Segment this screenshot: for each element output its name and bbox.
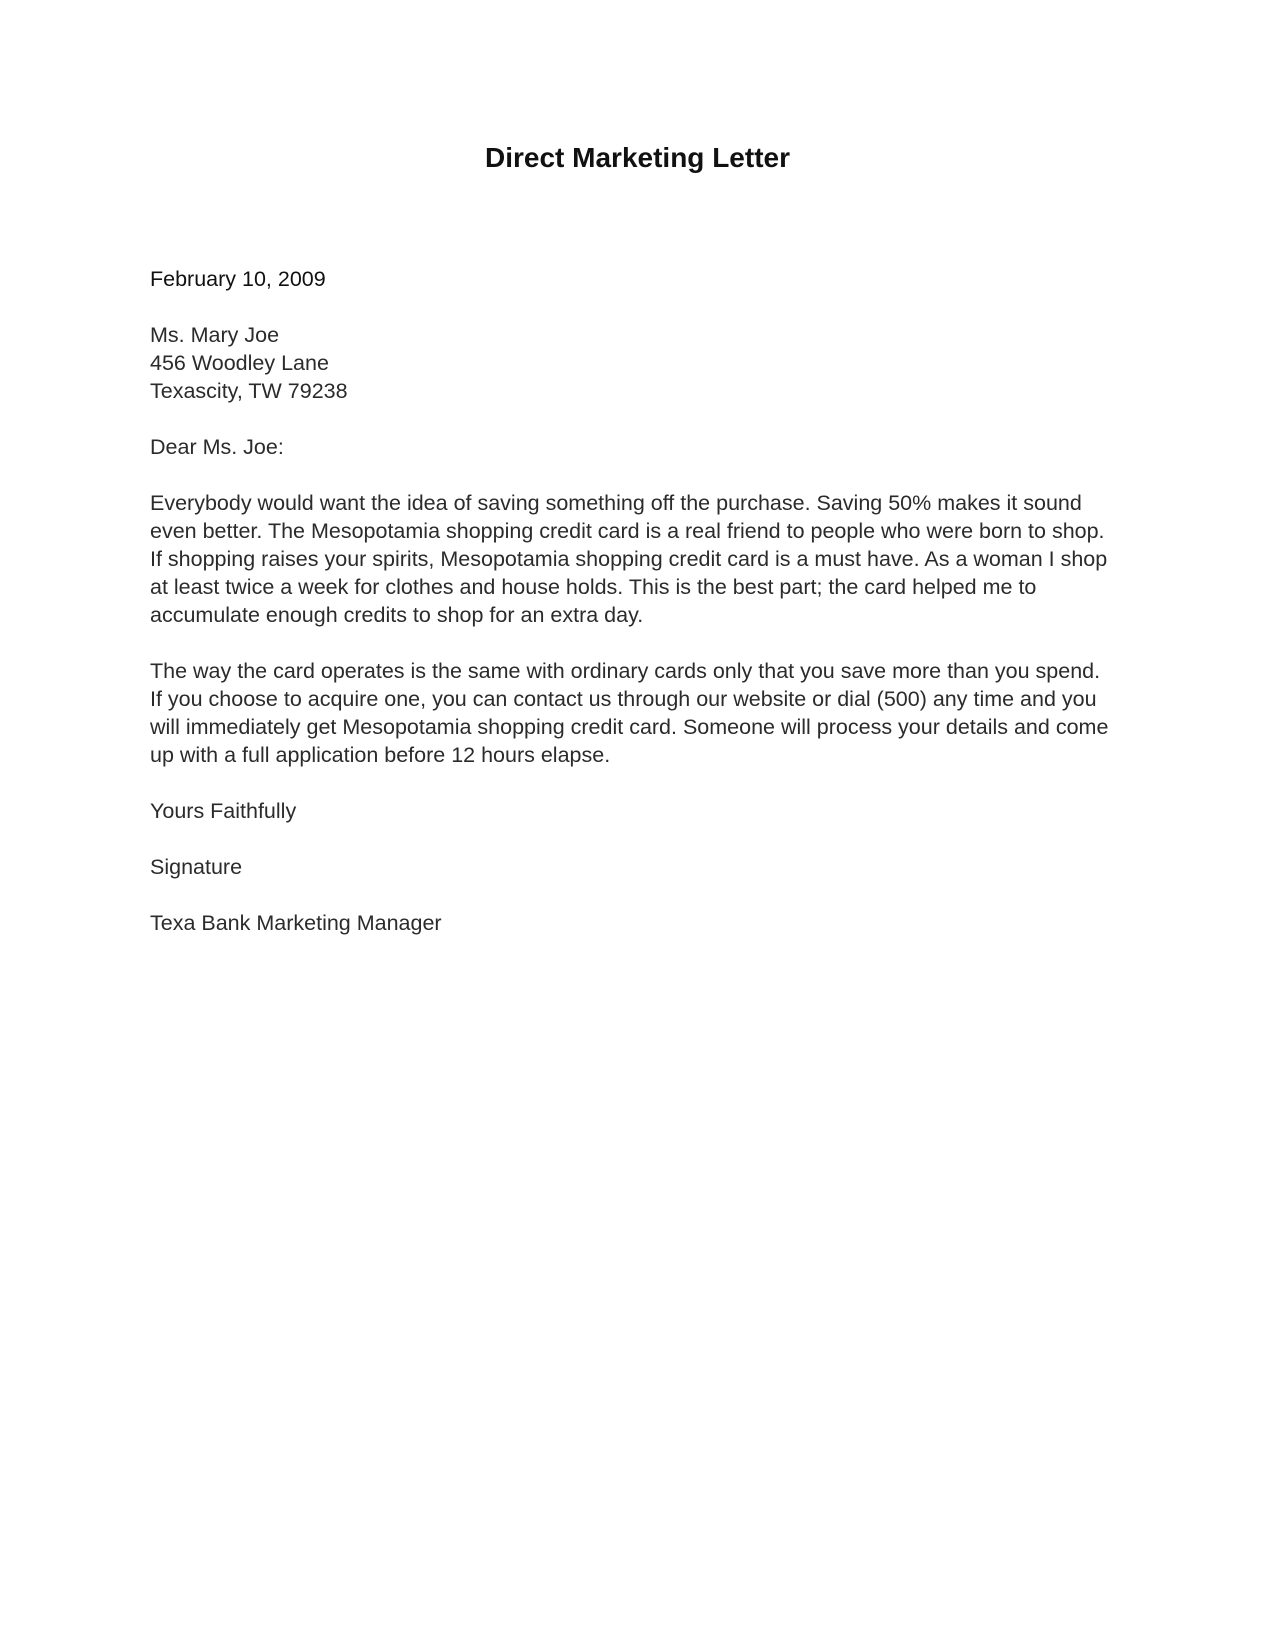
- document-title: Direct Marketing Letter: [485, 142, 790, 173]
- recipient-name: Ms. Mary Joe: [150, 323, 280, 347]
- sender-title: Texa Bank Marketing Manager: [150, 911, 442, 935]
- salutation: Dear Ms. Joe:: [150, 435, 284, 459]
- recipient-city: Texascity, TW 79238: [150, 379, 348, 403]
- recipient-address: [150, 321, 1110, 405]
- body-paragraph-2: The way the card operates is the same with ordinary cards only that you save more than you spend. If you choose to acquire one, you can contact us through our website or dial (500) any time and you will immediately get Mesopotamia shopping credit card. Someone will process your details and come up with a full application before 12 hours elapse.: [150, 659, 1109, 767]
- recipient-street: 456 Woodley Lane: [150, 351, 329, 375]
- letter-date: February 10, 2009: [150, 267, 326, 291]
- body-paragraph-1: Everybody would want the idea of saving something off the purchase. Saving 50% makes it sound even better. The Mesopotamia shopping credit card is a real friend to people who were born to shop. If shopping raises your spirits, Mesopotamia shopping credit card is a must have. As a woman I shop at least twice a week for clothes and house holds. This is the best part; the card helped me to accumulate enough credits to shop for an extra day.: [150, 491, 1108, 627]
- letter-body: [150, 265, 1110, 965]
- closing: Yours Faithfully: [150, 799, 297, 823]
- signature: Signature: [150, 855, 243, 879]
